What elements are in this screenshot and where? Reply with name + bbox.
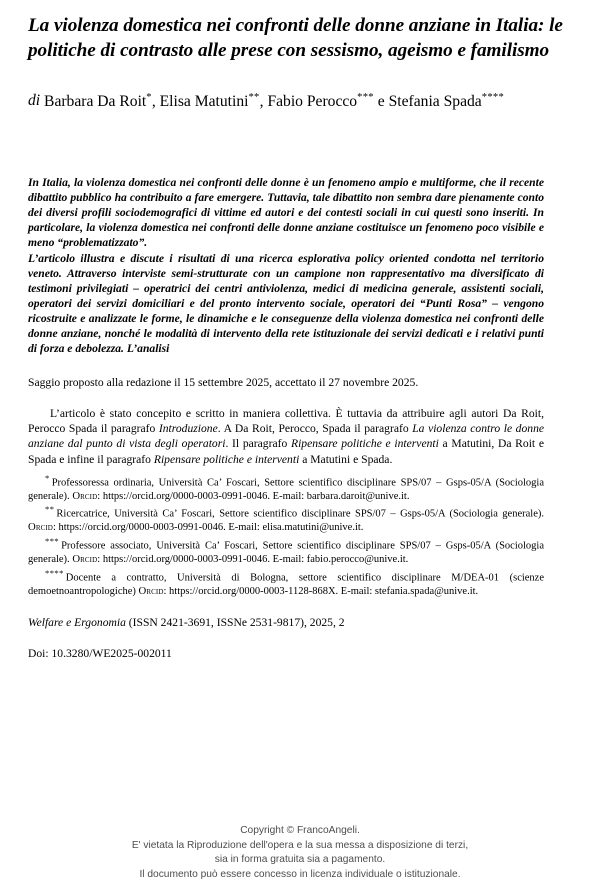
contrib-italic-4: Ripensare politiche e interventi <box>153 452 300 466</box>
footnote-marker: * <box>45 472 50 483</box>
footnote-item <box>28 535 544 567</box>
journal-citation <box>28 598 544 630</box>
footnote-text-before: Ricercatrice, Università Ca’ Foscari, Settore scientifico disciplinare SPS/07 – Gsps-05/A (Sociologia generale). <box>56 508 544 520</box>
author-line <box>28 63 548 112</box>
journal-issn: (ISSN 2421-3691, ISSNe 2531-9817), 2025, 2 <box>125 616 345 630</box>
copyright-footer <box>0 824 600 882</box>
abstract-paragraph-1: In Italia, la violenza domestica nei confronti delle donne è un fenomeno ampio e multiforme, che il recente dibattito pubblico ha contribuito a fare emergere. Tuttavia, tale dibattito non sembra dare pienamente conto dei diversi profili sociodemografici di vittime ed autori e dei contesti sociali in cui questi sono inseriti. In particolare, la violenza domestica nei confronti delle donne anziane costituisce un fenomeno poco visibile e meno “problematizzato”. <box>28 176 544 250</box>
contrib-text-4: a Matutini, Da Roit e Spada e infine il paragrafo <box>28 437 545 466</box>
contrib-text-3: . Il paragrafo <box>225 437 291 451</box>
orcid-label: Orcid <box>28 521 53 534</box>
contrib-text-1: L’articolo è stato concepito e scritto in maniera collettiva. È tuttavia da attribuire agli autori Da Roit, Perocco Spada il paragrafo <box>28 407 544 436</box>
footnote-ref-4: **** <box>481 91 505 103</box>
orcid-label: Orcid <box>72 553 98 566</box>
contribution-note <box>28 390 544 466</box>
contrib-italic-3: Ripensare politiche e interventi <box>290 437 439 451</box>
footnote-marker: **** <box>45 567 64 578</box>
copyright-line-2: E' vietata la Riproduzione dell'opera e la sua messa a disposizione di terzi, <box>131 839 469 851</box>
footnote-list <box>28 467 544 599</box>
footnote-ref-3: *** <box>357 91 374 103</box>
contrib-text-2: . A Da Roit, Perocco, Spada il paragrafo <box>217 422 413 436</box>
contrib-text-5: a Matutini e Spada. <box>299 452 393 466</box>
footnote-ref-1: * <box>146 91 152 103</box>
abstract <box>28 112 544 356</box>
orcid-label: Orcid <box>72 489 98 502</box>
author-names: Barbara Da Roit*, Elisa Matutini**, Fabio Perocco*** e Stefania Spada**** <box>44 91 505 110</box>
footnote-text-before: Professoressa ordinaria, Università Ca’ Foscari, Settore scientifico disciplinare SPS/07 – Gsps-05/A (Sociologia generale). <box>28 477 544 502</box>
author-prefix: di <box>28 92 41 110</box>
footnote-marker: ** <box>45 504 55 515</box>
journal-name: Welfare e Ergonomia <box>28 616 126 630</box>
footnote-item <box>28 503 544 535</box>
doi-line: Doi: 10.3280/WE2025-002011 <box>28 647 172 661</box>
footnote-text-after: : https://orcid.org/0000-0003-1128-868X. E-mail: stefania.spada@unive.it. <box>163 585 479 597</box>
submission-dates: Saggio proposto alla redazione il 15 settembre 2025, accettato il 27 novembre 2025. <box>28 376 419 390</box>
footnote-text-after: : https://orcid.org/0000-0003-0991-0046. E-mail: elisa.matutini@unive.it. <box>52 522 364 534</box>
footnote-marker: *** <box>45 535 60 546</box>
footnote-item <box>28 472 544 504</box>
footnote-text-after: : https://orcid.org/0000-0003-0991-0046. E-mail: fabio.perocco@unive.it. <box>97 554 409 566</box>
footnote-text-before: Docente a contratto, Università di Bologna, settore scientifico disciplinare M/DEA-01 (scienze demoetnoantropologiche) <box>28 572 544 597</box>
orcid-label: Orcid <box>138 584 164 597</box>
copyright-line-3: sia in forma gratuita sia a pagamento. <box>214 854 386 866</box>
footnote-ref-2: ** <box>248 91 260 103</box>
abstract-paragraph-2: L’articolo illustra e discute i risultati di una ricerca esplorativa policy oriented condotta nel territorio veneto. Attraverso interviste semi-strutturate con un campione non rappresentativo ma diversificato di testimoni privilegiati – operatrici dei centri antiviolenza, medici di medicina generale, assistenti sociali, operatori dei servizi domiciliari e del pronto intervento sociale, operatori dei “Punti Rosa” – vengono ricostruite e analizzate le forme, le dinamiche e le conseguenze della violenza domestica nei confronti delle donne anziane, nonché le modalità di intervento della rete istituzionale dei servizi dedicati e i relativi punti di forza e debolezza. L’analisi <box>28 251 544 356</box>
footnote-text-before: Professore associato, Università Ca’ Foscari, Settore scientifico disciplinare SPS/07 – Gsps-05/A (Sociologia generale). <box>28 540 544 566</box>
footnote-item <box>28 567 544 599</box>
copyright-line-4: Il documento può essere concesso in licenza individuale o istituzionale. <box>139 868 461 880</box>
copyright-line-1: Copyright © FrancoAngeli. <box>240 825 360 836</box>
footnote-text-after: : https://orcid.org/0000-0003-0991-0046. E-mail: barbara.daroit@unive.it. <box>97 490 410 502</box>
contrib-italic-1: Introduzione <box>158 422 218 436</box>
page-title: La violenza domestica nei confronti delle donne anziane in Italia: le politiche di contrasto alle prese con sessismo, ageismo e familismo <box>28 15 563 62</box>
contrib-italic-2: La violenza contro le donne anziane dal punto di vista degli operatori <box>28 422 545 451</box>
